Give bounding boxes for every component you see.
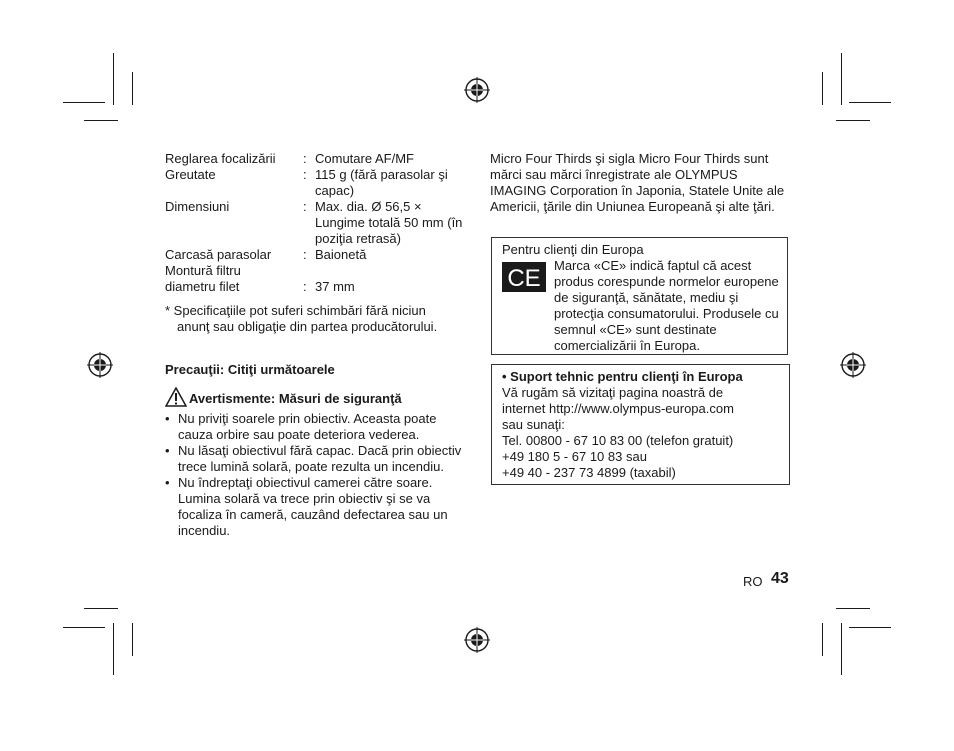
spec-label: Reglarea focalizării <box>165 151 276 166</box>
support-line: sau sunaţi: <box>502 417 565 432</box>
europe-box <box>491 237 788 355</box>
warning-triangle-icon <box>165 387 187 407</box>
list-item <box>165 443 465 475</box>
registration-mark-icon <box>464 77 490 103</box>
spec-value: Max. dia. Ø 56,5 × Lungime totală 50 mm (în poziţia retrasă) <box>315 199 463 246</box>
spec-row <box>165 247 465 263</box>
spec-label: Carcasă parasolar <box>165 247 272 262</box>
spec-note-line: anunţ sau obligaţie din partea producătorului. <box>177 319 438 334</box>
page-number: 43 <box>771 570 789 587</box>
bullet: • <box>165 411 170 426</box>
registration-mark-icon <box>464 627 490 653</box>
spec-label: Montură filtru diametru filet <box>165 263 241 294</box>
spec-row <box>165 167 465 199</box>
spec-label: Greutate <box>165 167 216 182</box>
support-line: +49 180 5 - 67 10 83 sau <box>502 449 647 464</box>
page-language: RO <box>743 574 763 589</box>
support-line: Tel. 00800 - 67 10 83 00 (telefon gratuit) <box>502 433 734 448</box>
list-item-text: Nu îndreptaţi obiectivul camerei către soare. Lumina solară va trece prin obiectiv şi se va focaliza în cameră, cauzând defectarea sau un incendiu. <box>178 475 448 538</box>
bullet: • <box>165 475 170 490</box>
list-item <box>165 411 465 443</box>
list-item <box>165 475 465 539</box>
spec-label: Dimensiuni <box>165 199 230 214</box>
support-line: internet http://www.olympus-europa.com <box>502 401 734 416</box>
registration-mark-icon <box>87 352 113 378</box>
warning-list <box>165 411 465 539</box>
support-box <box>491 364 790 485</box>
warning-title: Avertismente: Măsuri de siguranţă <box>189 391 402 406</box>
precautions-title: Precauţii: Citiţi următoarele <box>165 362 335 377</box>
spec-value: Comutare AF/MF <box>315 151 414 166</box>
spec-separator: : <box>303 279 307 294</box>
ce-mark-text: CE <box>507 265 541 292</box>
spec-separator: : <box>303 199 307 214</box>
list-item-text: Nu lăsaţi obiectivul fără capac. Dacă prin obiectiv trece lumină solară, poate rezulta un incendiu. <box>178 443 462 474</box>
support-box-title: • Suport tehnic pentru clienţi în Europa <box>502 369 743 384</box>
spec-value: Baionetă <box>315 247 367 262</box>
spec-row <box>165 151 465 167</box>
spec-separator: : <box>303 167 307 182</box>
trademark-paragraph: Micro Four Thirds şi sigla Micro Four Thirds sunt mărci sau mărci înregistrate ale OLYMPUS IMAGING Corporation în Japonia, Statele Unite ale Americii, ţările din Uniunea Europeană şi alte ţări. <box>490 151 785 214</box>
spec-value: 115 g (fără parasolar şi capac) <box>315 167 448 198</box>
support-line: Vă rugăm să vizitaţi pagina noastră de <box>502 385 724 400</box>
ce-mark-icon <box>502 262 546 292</box>
bullet: • <box>165 443 170 458</box>
europe-box-title: Pentru clienţi din Europa <box>502 242 644 257</box>
spec-row <box>165 199 465 247</box>
spec-row <box>165 263 465 295</box>
spec-separator: : <box>303 247 307 262</box>
registration-mark-icon <box>840 352 866 378</box>
europe-box-body: Marca «CE» indică faptul că acest produs corespunde normelor europene de siguranţă, sănătate, mediu şi protecţia consumatorului. Produsele cu semnul «CE» sunt destinate comercializării în Europa. <box>554 258 779 353</box>
spec-table <box>165 151 465 295</box>
spec-note-line: * Specificaţiile pot suferi schimbări fără niciun <box>165 303 426 318</box>
list-item-text: Nu priviţi soarele prin obiectiv. Aceasta poate cauza orbire sau poate deteriora vederea. <box>178 411 437 442</box>
spec-note <box>165 303 465 335</box>
warning-heading <box>165 387 402 407</box>
spec-value: 37 mm <box>315 279 355 294</box>
support-line: +49 40 - 237 73 4899 (taxabil) <box>502 465 676 480</box>
spec-separator: : <box>303 151 307 166</box>
